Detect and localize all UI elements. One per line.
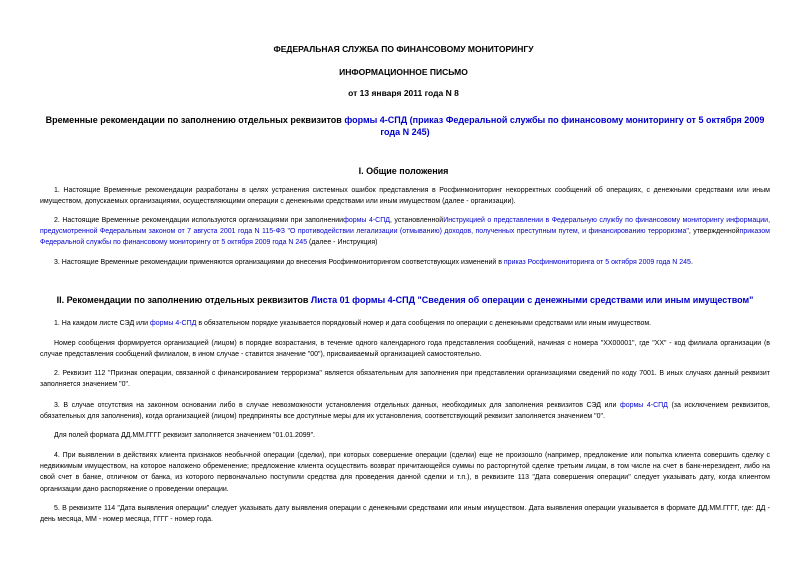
sheet-01-link[interactable]: Листа 01 формы 4-СПД "Сведения об операции с денежными средствами или иным имуществом" (310, 295, 754, 305)
title-link[interactable]: формы 4-СПД (приказ Федеральной службы по финансовому мониторингу от 5 октября 2009 года N 245) (344, 115, 765, 137)
paragraph-text: 3. В случае отсутствия на законном основании либо в случае невозможности установления отдельных данных, необходимых для заполнения реквизитов СЭД или (54, 402, 620, 409)
section-2-paragraph-2: 2. Реквизит 112 "Признак операции, связанной с финансированием терроризма" является обязательным для заполнения при представлении организациями сведений по коду 7001. В иных случаях данный реквизит заполняется значением "0". (40, 370, 770, 389)
section-1-heading: I. Общие положения (358, 166, 449, 176)
instruction-link[interactable]: Инструкцией о представлении в Федеральную службу по финансовому мониторингу информации, предусмотренной Федеральным законом от 7 августа 2001 года N 115-ФЗ "О противодействии легализации (отмыванию) доходов, полученных преступным путем, и финансированию терроризма" (40, 217, 771, 236)
paragraph-text: 1. На каждом листе СЭД или (54, 320, 150, 327)
rosfinmonitoring-order-link[interactable]: приказ Росфинмониторинга от 5 октября 2009 года N 245 (503, 259, 691, 266)
document-type-heading: ИНФОРМАЦИОННОЕ ПИСЬМО (339, 67, 468, 77)
section-2-heading (40, 295, 770, 306)
section-2-paragraph-3 (40, 400, 770, 422)
section-2-paragraph-5: 5. В реквизите 114 "Дата выявления операции" следует указывать дату выявления операции с денежными средствами или иным имуществом. Дата выявления операции указывается в формате ДД.ММ.ГГГГ, где: ДД - день месяца, ММ - номер месяца, ГГГГ - номер года. (40, 505, 770, 524)
paragraph-text: в обязательном порядке указывается порядковый номер и дата сообщения по операции с денежными средствами или иным имуществом. (196, 320, 652, 327)
order-link[interactable]: приказом Федеральной службы по финансовому мониторингу от 5 октября 2009 года N 245 (40, 228, 770, 247)
section-1-paragraph-3 (40, 257, 770, 268)
paragraph-text: . (690, 259, 693, 266)
section-1-paragraph-1: 1. Настоящие Временные рекомендации разработаны в целях устранения системных ошибок представления в Росфинмониторинг некорректных сообщений об операциях, с денежными средствами или иным имуществом, допускаемых организациями, осуществляющими операции с денежными средствами или иным имуществом (далее - организации). (40, 187, 770, 206)
form-4-spd-link[interactable]: формы 4-СПД (619, 402, 668, 409)
section-2-paragraph-3b: Для полей формата ДД.ММ.ГГГГ реквизит заполняется значением "01.01.2099". (54, 432, 315, 439)
form-4-spd-link[interactable]: формы 4-СПД (149, 320, 197, 327)
section-1-paragraph-2 (40, 215, 770, 249)
paragraph-text: 3. Настоящие Временные рекомендации применяются организациями до внесения Росфинмониторингом соответствующих изменений в (54, 259, 504, 266)
form-4-spd-link[interactable]: формы 4-СПД (343, 217, 390, 224)
paragraph-text: , установленной (390, 217, 444, 224)
document-date: от 13 января 2011 года N 8 (348, 88, 459, 98)
section-2-heading-text: II. Рекомендации по заполнению отдельных реквизитов (56, 295, 311, 305)
paragraph-text: , утвержденной (688, 228, 740, 236)
organization-heading: ФЕДЕРАЛЬНАЯ СЛУЖБА ПО ФИНАНСОВОМУ МОНИТОРИНГУ (273, 44, 534, 54)
section-2-paragraph-4: 4. При выявлении в действиях клиента признаков необычной операции (сделки), при которых совершение операции (сделки) еще не произошло (например, предложение или попытка клиента совершить сделку с недвижимым имуществом, на которое наложено обременение; предложение клиента осуществить возврат причитающейся суммы по расторгнутой сделке третьим лицам, в том числе на счет в банк-нерезидент, либо на свой счет в банке, отличном от банка, из которого первоначально поступили средства для проведения данной сделки и т.п.), в реквизите 113 "Дата совершения операции" следует указывать дату, когда клиентом организации дано распоряжение о проведении операции. (40, 452, 770, 493)
document-title (40, 114, 770, 138)
paragraph-text: (за исключением реквизитов, обязательных для заполнения), когда организацией (лицом) предприняты все доступные меры для их установления, соответствующий реквизит заполняется значением "0". (40, 402, 770, 421)
title-text: Временные рекомендации по заполнению отдельных реквизитов (45, 115, 345, 125)
section-2-paragraph-1b: Номер сообщения формируется организацией (лицом) в порядке возрастания, в течение одного календарного года представления сообщений, начиная с номера "XX00001", где "XX" - код филиала организации (в случае представления сообщений филиалом, в ином случае - ставится значение "00"), присваиваемый организацией самостоятельно. (40, 340, 770, 359)
paragraph-text: (далее - Инструкция) (307, 239, 378, 247)
section-2-paragraph-1 (40, 318, 770, 329)
paragraph-text: 2. Настоящие Временные рекомендации используются организациями при заполнении (54, 217, 344, 224)
